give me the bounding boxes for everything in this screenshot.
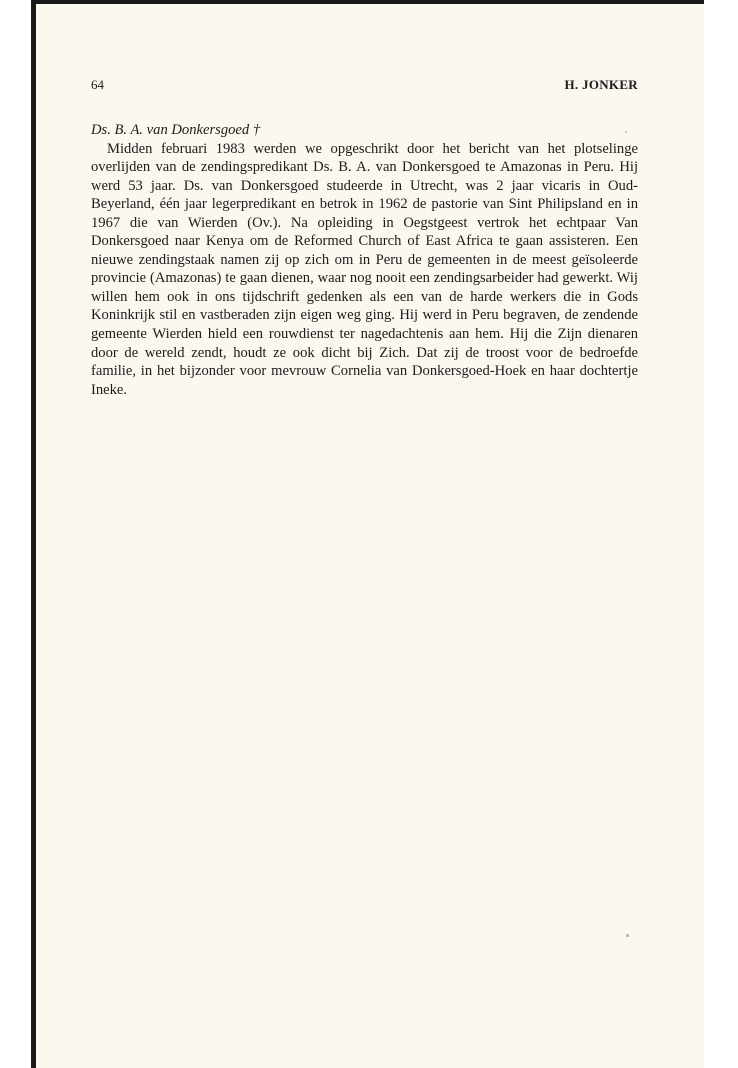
page-header: [91, 77, 638, 97]
article-title: Ds. B. A. van Donkersgoed †: [91, 122, 261, 138]
running-head: H. JONKER: [564, 77, 638, 92]
article-body: Midden februari 1983 werden we opgeschrikt door het bericht van het plotselinge overlijden van de zendingspredikant Ds. B. A. van Donkersgoed te Amazonas in Peru. Hij werd 53 jaar. Ds. van Donkersgoed studeerde in Utrecht, was 2 jaar vicaris in Oud-Beyerland, één jaar legerpredikant en betrok in 1962 de pastorie van Sint Philipsland en in 1967 die van Wierden (Ov.). Na opleiding in Oegstgeest vertrok het echtpaar Van Donkersgoed naar Kenya om de Reformed Church of East Africa te gaan assisteren. Een nieuwe zendingstaak namen zij op zich om in Peru de gemeenten in de meest geïsoleerde provincie (Amazonas) te gaan dienen, waar nog nooit een zendingsarbeider had gewerkt. Wij willen hem ook in ons tijdschrift gedenken als een van de harde werkers die in Gods Koninkrijk stil en vastberaden zijn eigen weg ging. Hij werd in Peru begraven, de zendende gemeente Wierden hield een rouwdienst ter nagedachtenis aan hem. Hij die Zijn dienaren door de wereld zendt, houdt ze ook dicht bij Zich. Dat zij de troost voor de bedroefde familie, in het bijzonder voor mevrouw Cornelia van Donkersgoed-Hoek en haar dochtertje Ineke.: [91, 140, 638, 398]
obituary-article: [91, 121, 638, 399]
paper-speck: [626, 934, 629, 937]
page-number: 64: [91, 77, 104, 92]
